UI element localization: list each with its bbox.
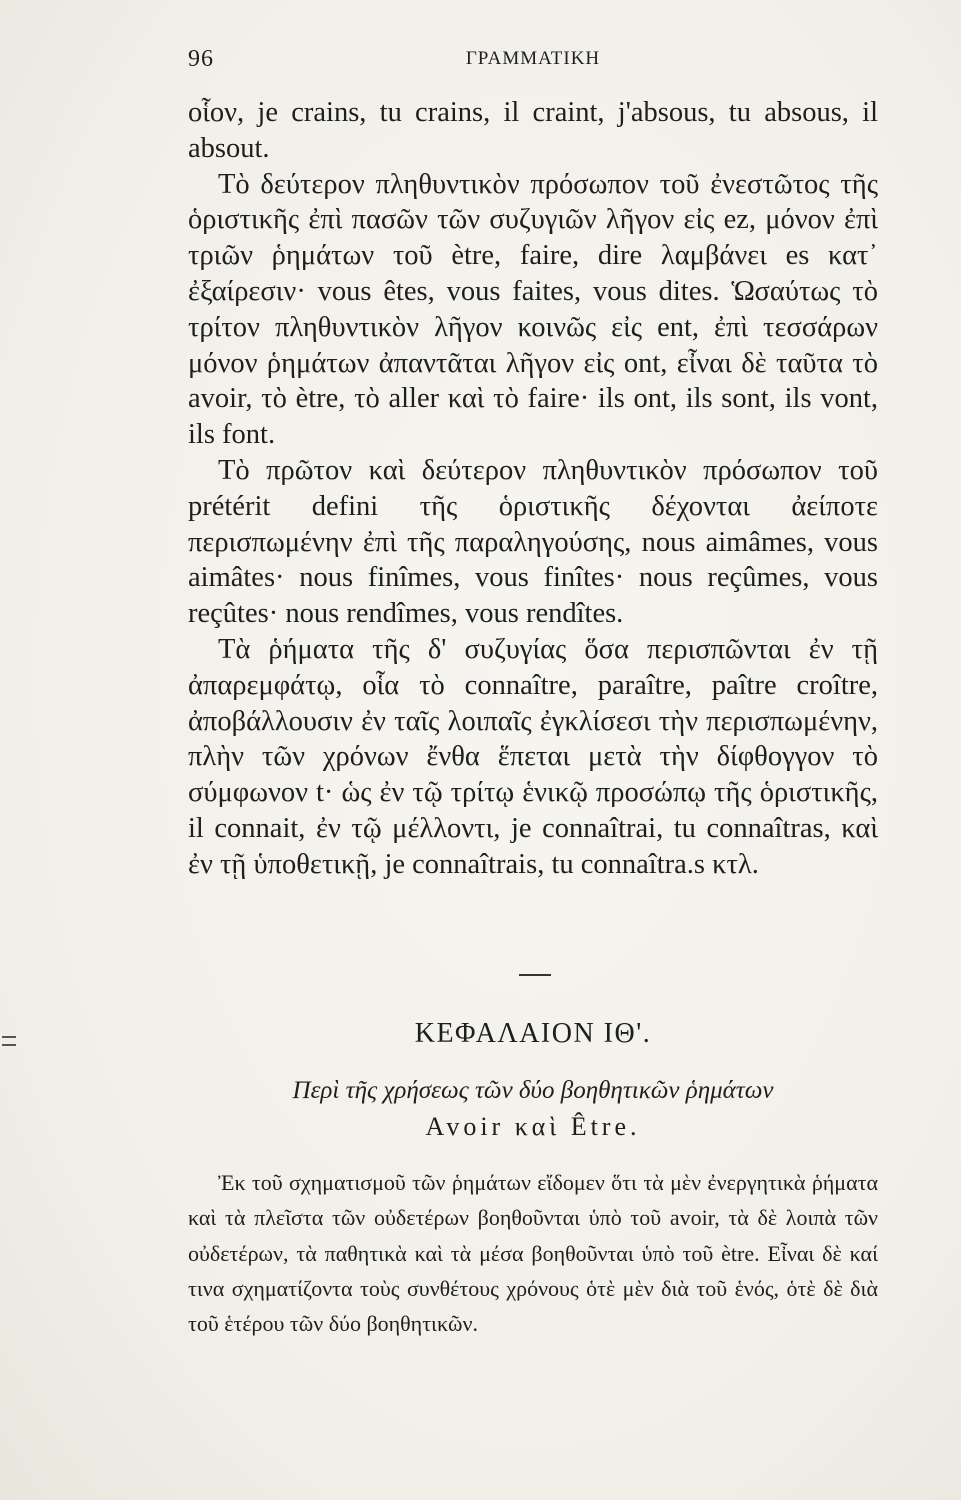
chapter-title: ΚΕΦΑΛΑΙΟΝ ΙΘ'. bbox=[414, 1018, 652, 1049]
paragraph-2: Τὸ δεύτερον πληθυντικὸν πρόσωπον τοῦ ἐνεστῶτος τῆς ὁριστικῆς ἐπὶ πασῶν τῶν συζυγιῶν λῆγον εἰς ez, μόνον ἐπὶ τριῶν ῥημάτων τοῦ ètre, faire, dire λαμβάνει es κατ᾽ ἐξαίρεσιν· vous êtes, vous faites, vous dites. Ὡσαύτως τὸ τρίτον πληθυντικὸν λῆγον κοινῶς εἰς ent, ἐπὶ τεσσάρων μόνον ῥημάτων ἀπαντᾶται λῆγον εἰς ont, εἶναι δὲ ταῦτα τὸ avoir, τὸ ètre, τὸ aller καὶ τὸ faire· ils ont, ils sont, ils vont, ils font. bbox=[188, 168, 878, 451]
section-divider bbox=[519, 974, 551, 976]
chapter-subtitle: Περὶ τῆς χρήσεως τῶν δύο βοηθητικῶν ῥημάτων bbox=[292, 1077, 774, 1104]
paragraph-3: Τὸ πρῶτον καὶ δεύτερον πληθυντικὸν πρόσωπον τοῦ prétérit defini τῆς ὁριστικῆς δέχονται ἀείποτε περισπωμένην ἐπὶ τῆς παραληγούσης, nous aimâmes, vous aimâtes· nous finîmes, vous finîtes· nous reçûmes, vous reçûtes· nous rendîmes, vous rendîtes. bbox=[188, 454, 878, 630]
chapter-paragraph: Ἐκ τοῦ σχηματισμοῦ τῶν ῥημάτων εἴδομεν ὅτι τὰ μὲν ἐνεργητικὰ ῥήματα καὶ τὰ πλεῖστα τῶν οὐδετέρων βοηθοῦνται ὑπὸ τοῦ avoir, τὰ δὲ λοιπὰ τῶν οὐδετέρων, τὰ παθητικὰ καὶ τὰ μέσα βοηθοῦνται ὑπὸ τοῦ ètre. Εἶναι δὲ καί τινα σχηματίζοντα τοὺς συνθέτους χρόνους ὁτὲ μὲν διὰ τοῦ ἑνός, ὁτὲ δὲ διὰ τοῦ ἑτέρου τῶν δύο βοηθητικῶν. bbox=[188, 1170, 878, 1337]
main-text bbox=[188, 95, 878, 883]
paragraph-4: Τὰ ῥήματα τῆς δ' συζυγίας ὅσα περισπῶνται ἐν τῇ ἀπαρεμφάτῳ, οἷα τὸ connaître, paraître, paître croître, ἀποβάλλουσιν ἐν ταῖς λοιπαῖς ἐγκλίσεσι τὴν περισπωμένην, πλὴν τῶν χρόνων ἔνθα ἕπεται μετὰ τὴν δίφθογγον τὸ σύμφωνον t· ὡς ἐν τῷ τρίτῳ ἑνικῷ προσώπῳ τῆς ὁριστικῆς, il connait, ἐν τῷ μέλλοντι, je connaîtrai, tu connaîtras, καὶ ἐν τῇ ὑποθετικῇ, je connaîtrais, tu connaîtra.s κτλ. bbox=[188, 633, 878, 880]
running-title: ΓΡΑΜΜΑΤΙΚΗ bbox=[465, 48, 601, 69]
page-number: 96 bbox=[188, 46, 214, 72]
paragraph-1: οἷον, je crains, tu crains, il craint, j'absous, tu absous, il absout. bbox=[188, 97, 878, 164]
chapter-subtitle-verbs: Avoir καὶ Être. bbox=[425, 1112, 641, 1141]
chapter-text bbox=[188, 1165, 878, 1341]
margin-mark bbox=[2, 1036, 16, 1046]
page-header bbox=[188, 46, 878, 76]
